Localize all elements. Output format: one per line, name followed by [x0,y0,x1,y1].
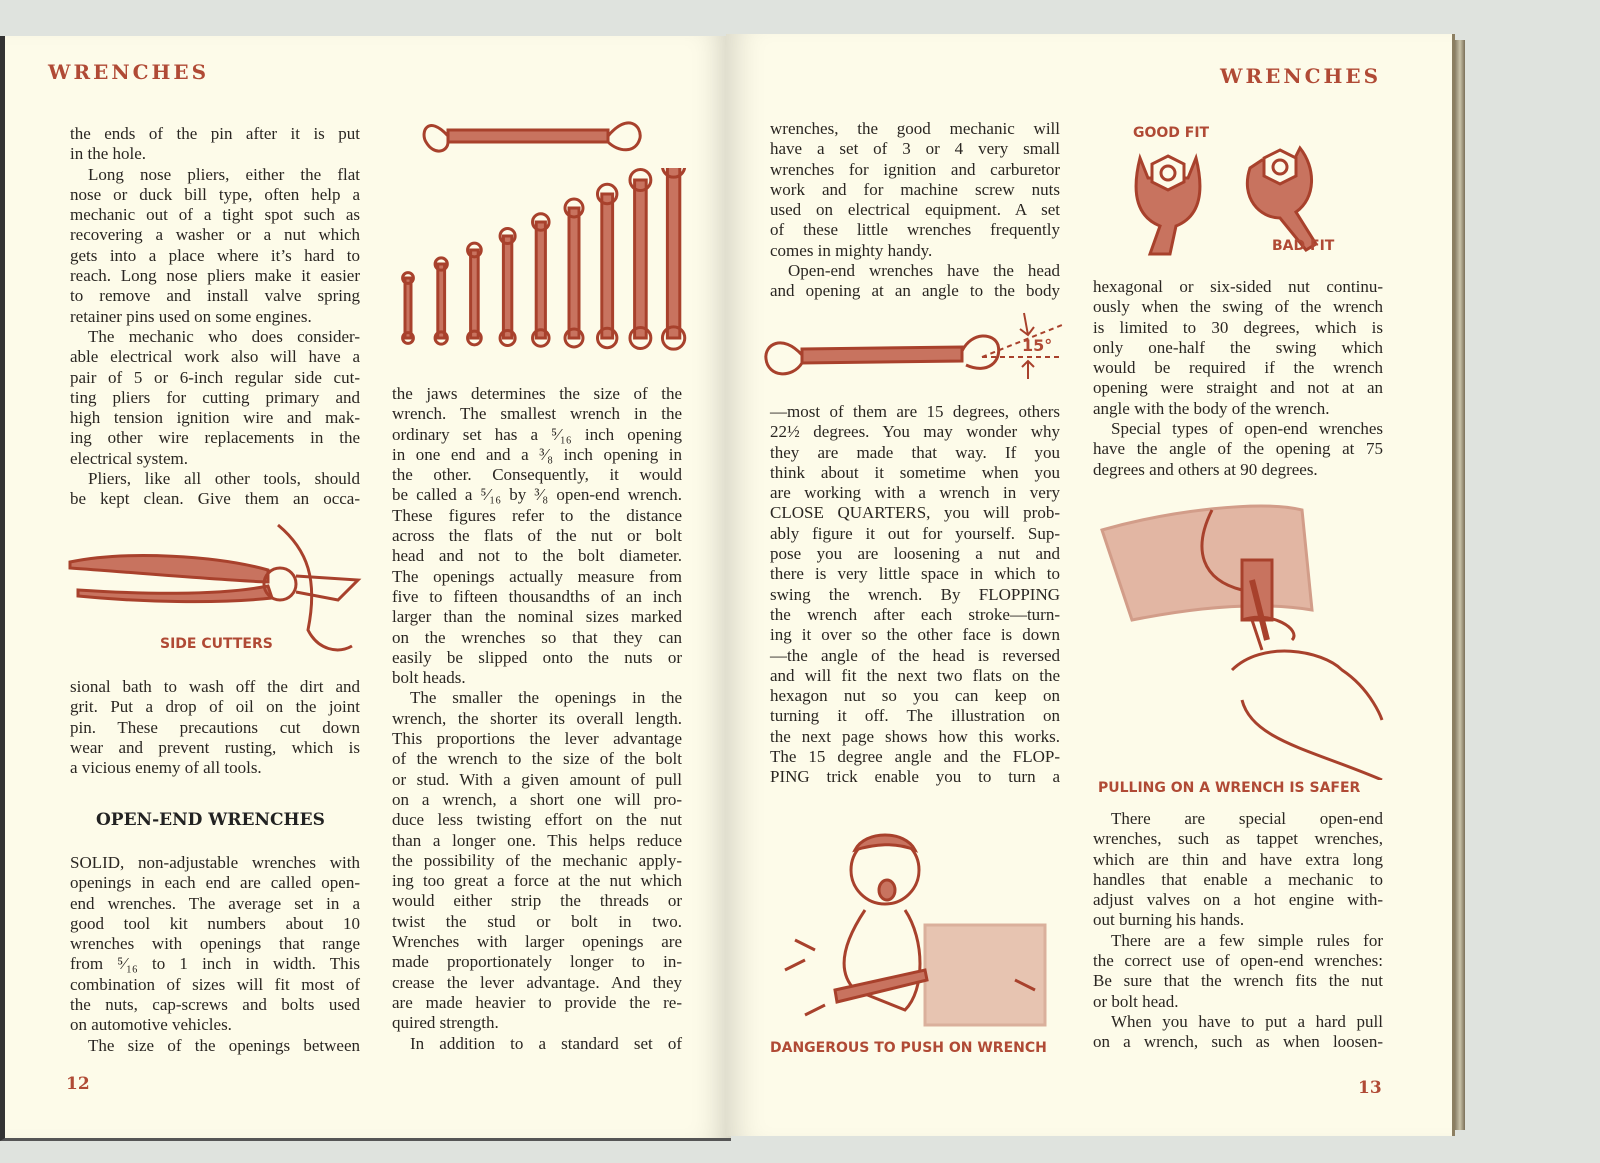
caption-angle: 15° [1022,336,1053,355]
text-line: work and for machine screw nuts [770,179,1060,199]
text-line: are working with a wrench in very [770,483,1060,503]
text-line: the nuts, cap-screws and bolts used [70,995,360,1015]
wrench-set-illustration [398,168,688,358]
wrench-mark [602,194,613,338]
cartoon-pushing-wrench-illustration [775,820,1055,1035]
text-line: These figures refer to the distance [392,505,682,525]
text-line: wrenches for ignition and carburetor [770,159,1060,179]
caption-good-fit: GOOD FIT [1133,125,1210,141]
text-line: good tool kit numbers about 10 [70,913,360,933]
running-head-left: WRENCHES [48,60,210,84]
text-line: electrical system. [70,448,189,468]
text-block [770,402,1060,788]
text-line: The 15 degree angle and the FLOP- [770,747,1060,767]
paragraph [70,165,360,327]
paragraph [70,677,360,778]
text-line: the other. Consequently, it would [392,465,682,485]
text-block [70,853,360,1056]
page-stack-edge [1455,40,1465,1130]
text-line: Special types of open-end wrenches [1111,419,1383,439]
paragraph [770,261,1060,302]
text-line: —the angle of the head is reversed [770,645,1060,665]
text-line: would be required if the wrench [1093,358,1383,378]
text-line: adjust valves on a hot engine with- [1093,890,1383,910]
text-line: hexagon nut so you can keep on [770,686,1060,706]
text-line: wrenches, the good mechanic will [770,119,1060,138]
text-block [770,119,1060,302]
text-line: recovering a washer or a nut which [70,225,360,245]
text-line: are made heavier to provide the re- [392,992,682,1012]
text-line: able electrical work also will have a [70,347,360,367]
text-line: or stud. With a given amount of pull [392,769,682,789]
caption-bad-fit: BAD FIT [1272,238,1335,254]
text-line: be kept clean. Give them an occa- [70,489,360,509]
running-head-right: WRENCHES [1220,64,1382,88]
text-line: Be sure that the wrench fits the nut [1093,971,1383,991]
paragraph [70,853,360,1036]
paragraph [770,119,1060,261]
wrench-mark [503,236,511,338]
text-line: than a longer one. This helps reduce [392,830,682,850]
text-line: bolt heads. [392,668,466,688]
pulling-wrench-illustration [1092,490,1392,780]
text-line: or bolt head. [1093,991,1179,1011]
caption-pulling: PULLING ON A WRENCH IS SAFER [1098,780,1361,796]
text-line: gets into a place where it’s hard to [70,245,360,265]
text-line: wear and prevent rusting, which is [70,737,360,757]
text-line: opening were straight and not at an [1093,378,1383,398]
text-line: on the wrenches so that they can [392,627,682,647]
text-line: there is very little space in which to [770,564,1060,584]
text-line: on a wrench, a short one will pro- [392,789,682,809]
text-line: ably figure it out for yourself. Sup- [770,523,1060,543]
text-line: they are made that way. If you [770,442,1060,462]
text-line: duce less twisting effort on the nut [392,810,682,830]
text-line: This proportions the lever advantage [392,729,682,749]
text-block [70,677,360,778]
open-end-wrench-illustration [418,112,646,162]
wrench-mark [405,278,411,338]
text-line: wrenches, such as tappet wrenches, [1093,829,1383,849]
text-line: the next page shows how this works. [770,726,1060,746]
text-line: mechanic out of a tight spot such as [70,205,360,225]
text-line: combination of sizes will fit most of [70,974,360,994]
text-line: sional bath to wash off the dirt and [70,677,360,696]
text-line: turning it off. The illustration on [770,706,1060,726]
text-line: wrenches with openings that range [70,934,360,954]
paragraph [1093,419,1383,480]
text-line: easily be slipped onto the nuts or [392,647,682,667]
text-line: used on electrical equipment. A set [770,200,1060,220]
text-line: five to fifteen thousandths of an inch [392,586,682,606]
text-line: When you have to put a hard pull [1111,1011,1383,1031]
text-line: high tension ignition wire and mak- [70,408,360,428]
text-block [392,384,682,1054]
caption-side-cutters: SIDE CUTTERS [160,636,273,652]
text-line: retainer pins used on some engines. [70,306,312,326]
paragraph [1093,809,1383,931]
caption-dangerous: DANGEROUS TO PUSH ON WRENCH [770,1040,1047,1056]
text-line: be called a ⁵⁄₁₆ by ³⁄₈ open-end wrench. [392,485,682,505]
paragraph [70,469,360,510]
text-line: Long nose pliers, either the flat [88,164,360,184]
text-line: Pliers, like all other tools, should [88,469,360,489]
text-line: —most of them are 15 degrees, others [770,402,1060,421]
text-line: made proportionately longer to in- [392,952,682,972]
paragraph [392,1034,682,1054]
text-line: swing the wrench. By FLOPPING [770,584,1060,604]
text-line: the correct use of open-end wrenches: [1093,951,1383,971]
text-line: pose you are loosening a nut and [770,544,1060,564]
wrench-mark [569,208,579,338]
text-line: the ends of the pin after it is put [70,124,360,143]
wrench-mark [635,180,647,338]
text-line: think about it sometime when you [770,462,1060,482]
text-line: SOLID, non-adjustable wrenches with [70,853,360,872]
text-line: which are thin and have extra long [1093,849,1383,869]
text-line: only one-half the swing which [1093,337,1383,357]
paragraph [770,402,1060,788]
text-line: wrench. The smallest wrench in the [392,404,682,424]
text-line: ordinary set has a ⁵⁄₁₆ inch opening [392,424,682,444]
text-line: hexagonal or six-sided nut continu- [1093,277,1383,296]
paragraph [1093,1012,1383,1053]
text-line: CLOSE QUARTERS, you will prob- [770,503,1060,523]
paragraph [70,327,360,469]
wrench-mark [667,168,679,338]
text-line: of the wrench to the size of the bolt [392,749,682,769]
text-line: in one end and a ³⁄₈ inch opening in [392,444,682,464]
text-line: pin. These precautions cut down [70,717,360,737]
text-line: have a set of 3 or 4 very small [770,139,1060,159]
text-line: pair of 5 or 6-inch regular side cut- [70,367,360,387]
text-line: The size of the openings between [88,1035,360,1055]
text-line: from ⁵⁄₁₆ to 1 inch in width. This [70,954,360,974]
text-line: There are special open-end [1111,809,1383,828]
paragraph [70,124,360,165]
text-line: openings in each end are called open- [70,873,360,893]
text-line: larger than the nominal sizes marked [392,607,682,627]
section-heading: OPEN-END WRENCHES [96,810,325,830]
text-line: ting pliers for cutting primary and [70,387,360,407]
text-line: Wrenches with larger openings are [392,932,682,952]
text-line: out burning his hands. [1093,910,1245,930]
text-line: of these little wrenches frequently [770,220,1060,240]
text-line: and will fit the next two flats on the [770,665,1060,685]
text-line: would either strip the threads or [392,891,682,911]
text-line: quired strength. [392,1013,499,1033]
paragraph [1093,931,1383,1012]
text-line: wrench, the shorter its overall length. [392,708,682,728]
text-line: in the hole. [70,144,147,164]
text-line: ing it over so the other face is down [770,625,1060,645]
text-line: The mechanic who does consider- [88,326,360,346]
text-block [1093,277,1383,480]
text-line: ously when the swing of the wrench [1093,297,1383,317]
text-line: and opening at an angle to the body [770,281,1060,301]
wrench-mark [536,222,545,338]
text-line: PING trick enable you to turn a [770,767,1060,787]
text-line: comes in mighty handy. [770,240,933,260]
text-line: twist the stud or bolt in two. [392,911,682,931]
text-line: In addition to a standard set of [410,1033,682,1053]
text-block [1093,809,1383,1053]
wrench-mark [438,264,445,338]
text-block [70,124,360,510]
page-number-right: 13 [1358,1078,1382,1098]
text-line: reach. Long nose pliers make it easier [70,266,360,286]
page-number-left: 12 [66,1074,90,1094]
text-line: on automotive vehicles. [70,1015,232,1035]
text-line: handles that enable a mechanic to [1093,869,1383,889]
text-line: There are a few simple rules for [1111,930,1383,950]
text-line: grit. Put a drop of oil on the joint [70,697,360,717]
wrench-mark [471,250,479,338]
text-line: crease the lever advantage. And they [392,972,682,992]
text-line: have the angle of the opening at 75 [1093,439,1383,459]
text-line: is limited to 30 degrees, which is [1093,317,1383,337]
text-line: angle with the body of the wrench. [1093,398,1330,418]
text-line: 22½ degrees. You may wonder why [770,422,1060,442]
text-line: Open-end wrenches have the head [788,261,1060,281]
text-line: degrees and others at 90 degrees. [1093,459,1318,479]
text-line: to remove and install valve spring [70,286,360,306]
text-line: The openings actually measure from [392,566,682,586]
paragraph [70,1036,360,1056]
text-line: ing other wire replacements in the [70,428,360,448]
text-line: the wrench after each stroke—turn- [770,604,1060,624]
text-line: ing too great a force at the nut which [392,871,682,891]
text-line: head and not to the bolt diameter. [392,546,682,566]
text-line: a vicious enemy of all tools. [70,758,262,778]
text-line: The smaller the openings in the [410,688,682,708]
text-line: on a wrench, such as when loosen- [1093,1032,1383,1052]
text-line: across the flats of the nut or bolt [392,526,682,546]
paragraph [1093,277,1383,419]
text-line: the jaws determines the size of the [392,384,682,403]
text-line: end wrenches. The average set in a [70,893,360,913]
text-line: the possibility of the mechanic apply- [392,850,682,870]
paragraph [392,384,682,688]
paragraph [392,688,682,1033]
text-line: nose or duck bill type, often help a [70,184,360,204]
